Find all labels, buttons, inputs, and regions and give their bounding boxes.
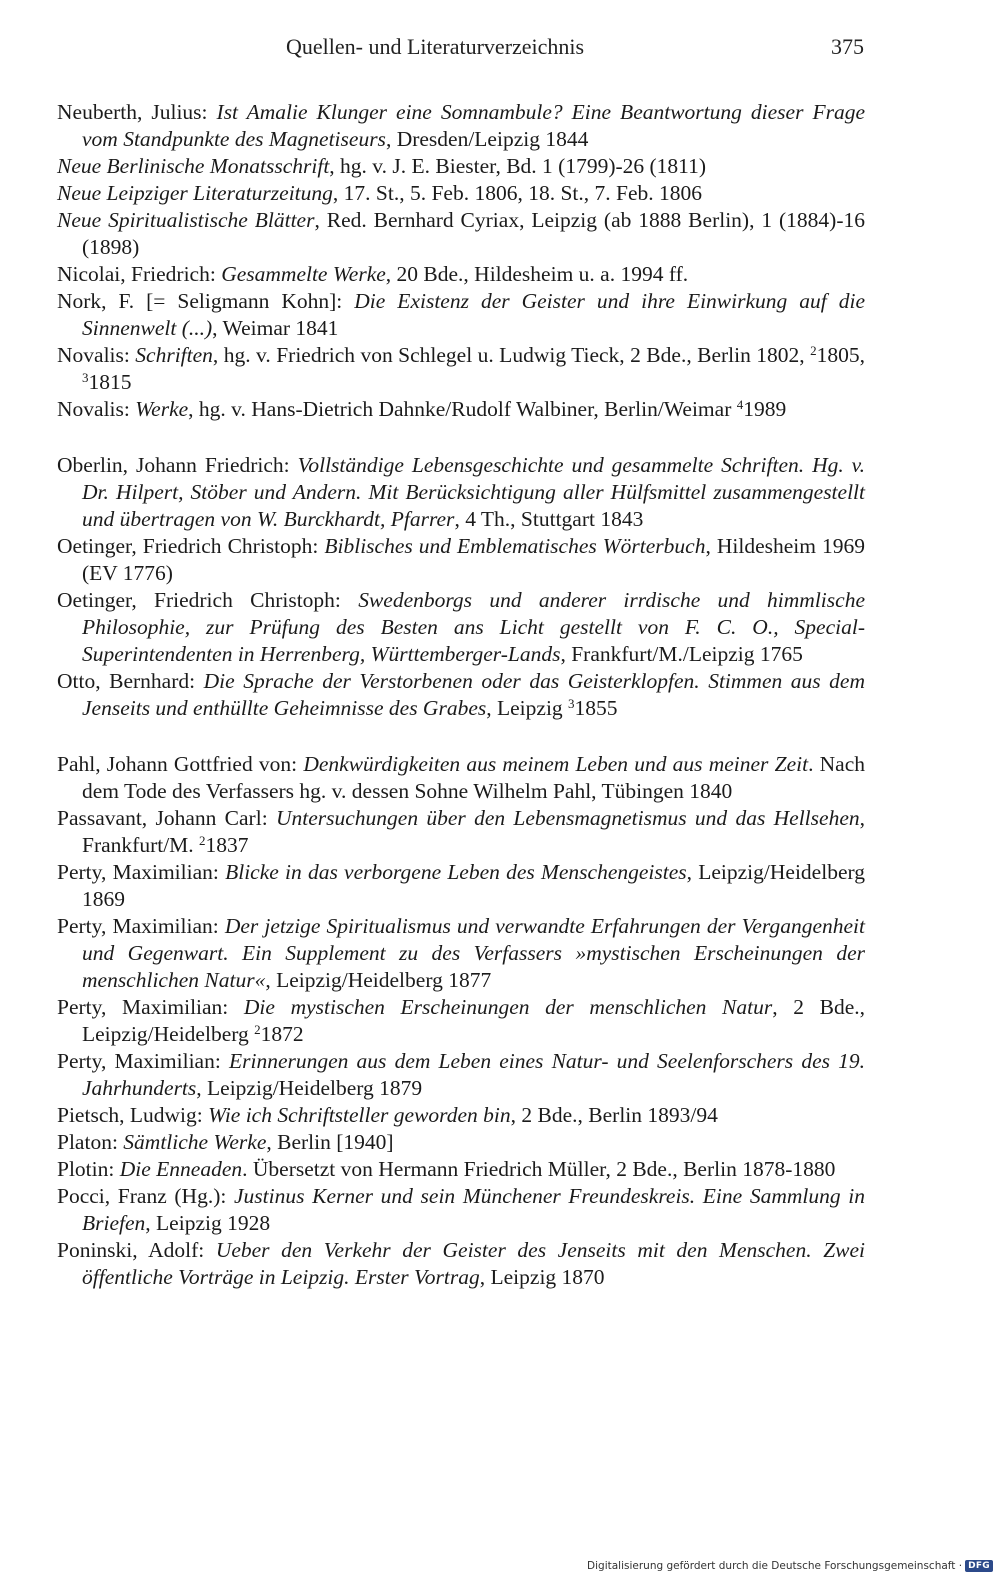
work-title: Gesammelte Werke	[221, 262, 386, 286]
bibliography-entry	[57, 1156, 865, 1183]
bibliography-entry	[57, 1102, 865, 1129]
bibliography-entry	[57, 180, 865, 207]
edition-superscript: 3	[82, 370, 89, 385]
bibliography-entry	[57, 288, 865, 342]
work-title: Neue Leipziger Literaturzeitung	[57, 181, 333, 205]
bibliography-entry	[57, 859, 865, 913]
entry-text: Platon:	[57, 1130, 124, 1154]
bibliography-entry	[57, 751, 865, 805]
work-title: Swedenborgs und anderer irrdische und himmlische Philosophie, zur Prüfung des Besten ans Licht gestellt von F. C. O., Special-Superintendenten in Herrenberg, Württemberger-Lands	[82, 588, 865, 666]
entry-text: , Leipzig	[486, 696, 569, 720]
entry-text: , Leipzig 1870	[479, 1265, 605, 1289]
entry-text: 1805,	[816, 343, 865, 367]
work-title: Sämtliche Werke	[123, 1130, 267, 1154]
entry-text: , 2 Bde., Leipzig/Heidelberg	[82, 995, 865, 1046]
entry-text: Perty, Maximilian:	[57, 995, 244, 1019]
work-title: Biblisches und Emblematisches Wörterbuch	[324, 534, 706, 558]
bibliography-entry	[57, 533, 865, 587]
edition-superscript: 2	[810, 343, 817, 358]
bibliography-entry	[57, 261, 865, 288]
work-title: Justinus Kerner und sein Münchener Freundeskreis. Eine Sammlung in Briefen	[82, 1184, 865, 1235]
bibliography-entry	[57, 805, 865, 859]
bibliography-section	[57, 99, 865, 423]
entry-text: , hg. v. Friedrich von Schlegel u. Ludwig Tieck, 2 Bde., Berlin 1802,	[212, 343, 811, 367]
bibliography-entry	[57, 1129, 865, 1156]
work-title: Der jetzige Spiritualismus und verwandte Erfahrungen der Vergangenheit und Gegenwart. Ein Supplement zu des Verfassers »mystischen Erscheinungen der menschlichen Natur«	[82, 914, 865, 992]
work-title: Die Enneaden	[119, 1157, 243, 1181]
entry-text: , Dresden/Leipzig 1844	[385, 127, 589, 151]
work-title: Blicke in das verborgene Leben des Menschengeistes	[225, 860, 687, 884]
entry-text: Nicolai, Friedrich:	[57, 262, 222, 286]
work-title: Vollständige Lebensgeschichte und gesammelte Schriften. Hg. v. Dr. Hilpert, Stöber und Andern. Mit Berücksichtigung aller Hülfsmittel zusammengestellt und übertragen von W. Burckhardt, Pfarrer	[82, 453, 865, 531]
bibliography-entry	[57, 342, 865, 396]
bibliography-entry	[57, 1048, 865, 1102]
bibliography-entry	[57, 668, 865, 722]
entry-text: Perty, Maximilian:	[57, 914, 225, 938]
entry-text: Perty, Maximilian:	[57, 860, 226, 884]
edition-superscript: 3	[568, 696, 575, 711]
entry-text: , 20 Bde., Hildesheim u. a. 1994 ff.	[385, 262, 689, 286]
entry-text: 1815	[88, 370, 132, 394]
bibliography-list	[57, 99, 865, 1291]
entry-text: , Hildesheim 1969 (EV 1776)	[82, 534, 865, 585]
entry-text: Passavant, Johann Carl:	[57, 806, 276, 830]
work-title: Untersuchungen über den Lebensmagnetismus und das Hellsehen	[275, 806, 860, 830]
entry-text: . Übersetzt von Hermann Friedrich Müller, 2 Bde., Berlin 1878-1880	[242, 1157, 836, 1181]
entry-text: , 2 Bde., Berlin 1893/94	[510, 1103, 718, 1127]
entry-text: , Leipzig 1928	[145, 1211, 271, 1235]
footer-credit: Digitalisierung gefördert durch die Deutsche Forschungsgemeinschaft ·	[587, 1560, 963, 1572]
entry-text: Perty, Maximilian:	[57, 1049, 229, 1073]
entry-text: Plotin:	[57, 1157, 120, 1181]
work-title: Ueber den Verkehr der Geister des Jenseits mit den Menschen. Zwei öffentliche Vorträge in Leipzig. Erster Vortrag	[82, 1238, 866, 1289]
entry-text: Oetinger, Friedrich Christoph:	[57, 588, 359, 612]
work-title: Erinnerungen aus dem Leben eines Natur- und Seelenforschers des 19. Jahrhunderts	[82, 1049, 866, 1100]
entry-text: Nork, F. [= Seligmann Kohn]:	[57, 289, 355, 313]
work-title: Die mystischen Erscheinungen der menschlichen Natur	[243, 995, 773, 1019]
entry-text: , Weimar 1841	[212, 316, 339, 340]
work-title: Die Sprache der Verstorbenen oder das Geisterklopfen. Stimmen aus dem Jenseits und enthüllte Geheimnisse des Grabes	[82, 669, 865, 720]
entry-text: . Nach dem Tode des Verfassers hg. v. dessen Sohne Wilhelm Pahl, Tübingen 1840	[82, 752, 865, 803]
entry-text: Oberlin, Johann Friedrich:	[57, 453, 298, 477]
entry-text: , Leipzig/Heidelberg 1877	[265, 968, 492, 992]
bibliography-entry	[57, 99, 865, 153]
bibliography-entry	[57, 1237, 865, 1291]
entry-text: , hg. v. Hans-Dietrich Dahnke/Rudolf Walbiner, Berlin/Weimar	[188, 397, 737, 421]
entry-text: Novalis:	[57, 397, 136, 421]
entry-text: 1855	[574, 696, 618, 720]
entry-text: Pahl, Johann Gottfried von:	[57, 752, 304, 776]
running-title: Quellen- und Literaturverzeichnis	[286, 34, 585, 59]
work-title: Die Existenz der Geister und ihre Einwirkung auf die Sinnenwelt (...)	[82, 289, 865, 340]
work-title: Schriften	[135, 343, 213, 367]
edition-superscript: 2	[199, 833, 206, 848]
edition-superscript: 2	[254, 1022, 261, 1037]
bibliography-entry	[57, 1183, 865, 1237]
entry-text: 1837	[205, 833, 249, 857]
work-title: Wie ich Schriftsteller geworden bin	[208, 1103, 511, 1127]
entry-text: , 4 Th., Stuttgart 1843	[454, 507, 644, 531]
edition-superscript: 4	[736, 397, 744, 412]
bibliography-entry	[57, 452, 865, 533]
entry-text: 1989	[743, 397, 787, 421]
bibliography-entry	[57, 913, 865, 994]
bibliography-section	[57, 452, 865, 722]
bibliography-entry	[57, 994, 865, 1048]
work-title: Neue Spiritualistische Blätter	[57, 208, 315, 232]
bibliography-entry	[57, 396, 865, 423]
entry-text: Poninski, Adolf:	[57, 1238, 216, 1262]
entry-text: , Leipzig/Heidelberg 1869	[82, 860, 866, 911]
entry-text: , Frankfurt/M.	[82, 806, 865, 857]
work-title: Ist Amalie Klunger eine Somnambule? Eine Beantwortung dieser Frage vom Standpunkte des Magnetiseurs	[82, 100, 865, 151]
entry-text: Pietsch, Ludwig:	[57, 1103, 209, 1127]
bibliography-entry	[57, 207, 865, 261]
bibliography-entry	[57, 153, 865, 180]
entry-text: Novalis:	[57, 343, 136, 367]
work-title: Neue Berlinische Monatsschrift	[57, 154, 330, 178]
entry-text: Pocci, Franz (Hg.):	[57, 1184, 234, 1208]
dfg-logo: DFG	[965, 1560, 993, 1572]
digitization-footer	[587, 1560, 993, 1572]
entry-text: , Red. Bernhard Cyriax, Leipzig (ab 1888 Berlin), 1 (1884)-16 (1898)	[82, 208, 865, 259]
bibliography-section	[57, 751, 865, 1291]
work-title: Werke	[135, 397, 189, 421]
entry-text: , Leipzig/Heidelberg 1879	[196, 1076, 423, 1100]
entry-text: , 17. St., 5. Feb. 1806, 18. St., 7. Feb. 1806	[332, 181, 703, 205]
entry-text: Neuberth, Julius:	[57, 100, 217, 124]
entry-text: 1872	[260, 1022, 304, 1046]
entry-text: , Berlin [1940]	[266, 1130, 394, 1154]
entry-text: Otto, Bernhard:	[57, 669, 204, 693]
entry-text: Oetinger, Friedrich Christoph:	[57, 534, 325, 558]
entry-text: , Frankfurt/M./Leipzig 1765	[560, 642, 803, 666]
work-title: Denkwürdigkeiten aus meinem Leben und aus meiner Zeit	[303, 752, 809, 776]
page-number: 375	[831, 34, 864, 59]
entry-text: , hg. v. J. E. Biester, Bd. 1 (1799)-26 (1811)	[329, 154, 707, 178]
bibliography-entry	[57, 587, 865, 668]
